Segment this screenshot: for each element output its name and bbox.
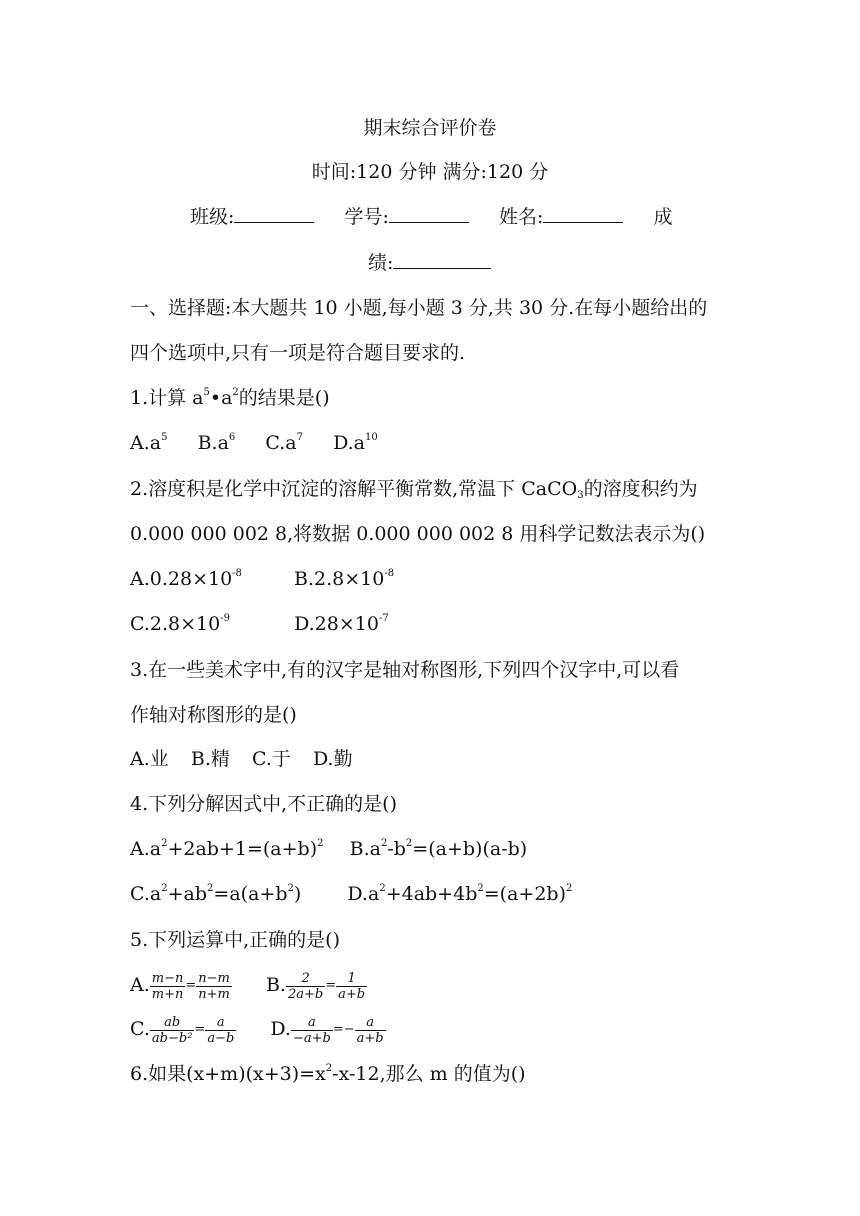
question-2-options-row1 xyxy=(130,566,394,592)
q2-option-b: $B.2.8\times 10^{-8}$ xyxy=(294,568,395,590)
q2-text-pre: 2.溶度积是化学中沉淀的溶解平衡常数,常温下 CaCO xyxy=(130,478,578,500)
q1-option-c: $C.a^7$ xyxy=(265,432,303,454)
q6-exponent: 2 xyxy=(325,1063,333,1074)
q4-option-d: $D.a^2+4ab+4b^2=(a+2b)^2$ xyxy=(347,883,573,905)
number-label: 学号: xyxy=(344,206,389,228)
q5-b-fraction-left: $\frac{2}{2a+b}$ xyxy=(287,970,324,1002)
q5-option-d: D. $\frac{a}{-a+b}$ =− $\frac{a}{a+b}$ xyxy=(270,1014,384,1046)
score-row xyxy=(368,250,491,276)
q1-option-b: $B.a^6$ xyxy=(197,432,236,454)
section-intro-line1: 一、选择题:本大题共 10 小题,每小题 3 分,共 30 分.在每小题给出的 xyxy=(130,297,708,319)
q1-exponent-1: 5 xyxy=(203,387,210,398)
q4-option-b: $B.a^2-b^2=(a+b)(a-b)$ xyxy=(349,838,528,860)
question-2-line2: 0.000 000 002 8,将数据 0.000 000 002 8 用科学记数法表示为() xyxy=(130,523,706,545)
q1-text-post: 的结果是() xyxy=(238,387,330,409)
student-info-row xyxy=(190,204,673,230)
question-4-options-row1 xyxy=(130,836,527,862)
q4-option-c: $C.a^2+ab^2=a(a+b^2)$ xyxy=(130,883,302,905)
q4-option-a: $A.a^2+2ab+1=(a+b)^2$ xyxy=(130,838,324,860)
question-3-line1: 3.在一些美术字中,有的汉字是轴对称图形,下列四个汉字中,可以看 xyxy=(130,659,680,681)
q5-c-fraction-right: $\frac{a}{a-b}$ xyxy=(207,1014,235,1046)
question-2-options-row2 xyxy=(130,611,389,637)
q5-d-fraction-left: $\frac{a}{-a+b}$ xyxy=(292,1014,331,1046)
question-4-options-row2 xyxy=(130,881,572,907)
q5-option-c: C. $\frac{ab}{\text{ab−b²}}$ = $\frac{a}{a-b}$ xyxy=(130,1014,235,1046)
section-intro-line2: 四个选项中,只有一项是符合题目要求的. xyxy=(130,342,466,364)
q2-option-a: $A.0.28\times 10^{-8}$ xyxy=(130,568,242,590)
question-1-stem xyxy=(130,385,330,411)
q2-text-post: 的溶度积约为 xyxy=(583,478,698,500)
q3-option-c: C.于 xyxy=(251,748,291,770)
question-4-stem: 4.下列分解因式中,不正确的是() xyxy=(130,793,397,815)
score-blank xyxy=(393,250,491,269)
q3-option-a: A.业 xyxy=(130,748,169,770)
q3-option-d: D.勤 xyxy=(312,748,353,770)
q2-subscript: 3 xyxy=(577,490,584,501)
q6-text-post: -x-12,那么 m 的值为() xyxy=(332,1063,526,1085)
question-6-stem xyxy=(130,1061,526,1087)
class-blank xyxy=(234,204,314,223)
name-blank xyxy=(543,204,623,223)
question-2-line1 xyxy=(130,476,698,502)
q1-text-mid: •a xyxy=(209,387,233,409)
q5-b-fraction-right: $\frac{1}{a+b}$ xyxy=(338,970,366,1002)
q5-c-fraction-left: $\frac{ab}{\text{ab−b²}}$ xyxy=(151,1014,193,1046)
number-blank xyxy=(389,204,469,223)
question-3-line2: 作轴对称图形的是() xyxy=(130,704,297,726)
q6-text-pre: 6.如果(x+m)(x+3)=x xyxy=(130,1063,326,1085)
score-label-part2: 绩: xyxy=(368,252,394,274)
q5-option-a: A. $\frac{m-n}{m+n}$ = $\frac{n-m}{n+m}$ xyxy=(130,970,230,1002)
question-1-options xyxy=(130,430,378,456)
question-5-options-row2 xyxy=(130,1012,386,1047)
question-5-options-row1 xyxy=(130,968,367,1003)
q5-a-fraction-left: $\frac{m-n}{m+n}$ xyxy=(151,970,184,1002)
question-5-stem: 5.下列运算中,正确的是() xyxy=(130,929,340,951)
exam-meta: 时间:120 分钟 满分:120 分 xyxy=(311,161,549,183)
q1-exponent-2: 2 xyxy=(232,387,239,398)
question-3-options xyxy=(130,746,353,772)
q2-option-d: $D.28\times 10^{-7}$ xyxy=(294,613,389,635)
page-title: 期末综合评价卷 xyxy=(363,117,497,139)
q1-text-pre: 1.计算 a xyxy=(130,387,204,409)
q1-option-a: $A.a^5$ xyxy=(130,432,168,454)
q3-option-b: B.精 xyxy=(190,748,230,770)
q5-option-b: B. $\frac{2}{2a+b}$ = $\frac{1}{a+b}$ xyxy=(265,970,366,1002)
name-label: 姓名: xyxy=(499,206,544,228)
q1-option-d: $D.a^{10}$ xyxy=(333,432,378,454)
q2-option-c: $C.2.8\times 10^{-9}$ xyxy=(130,613,230,635)
q5-a-fraction-right: $\frac{n-m}{n+m}$ xyxy=(198,970,230,1002)
class-label: 班级: xyxy=(190,206,235,228)
q5-d-fraction-right: $\frac{a}{a+b}$ xyxy=(356,1014,384,1046)
score-label-part1: 成 xyxy=(653,206,673,228)
